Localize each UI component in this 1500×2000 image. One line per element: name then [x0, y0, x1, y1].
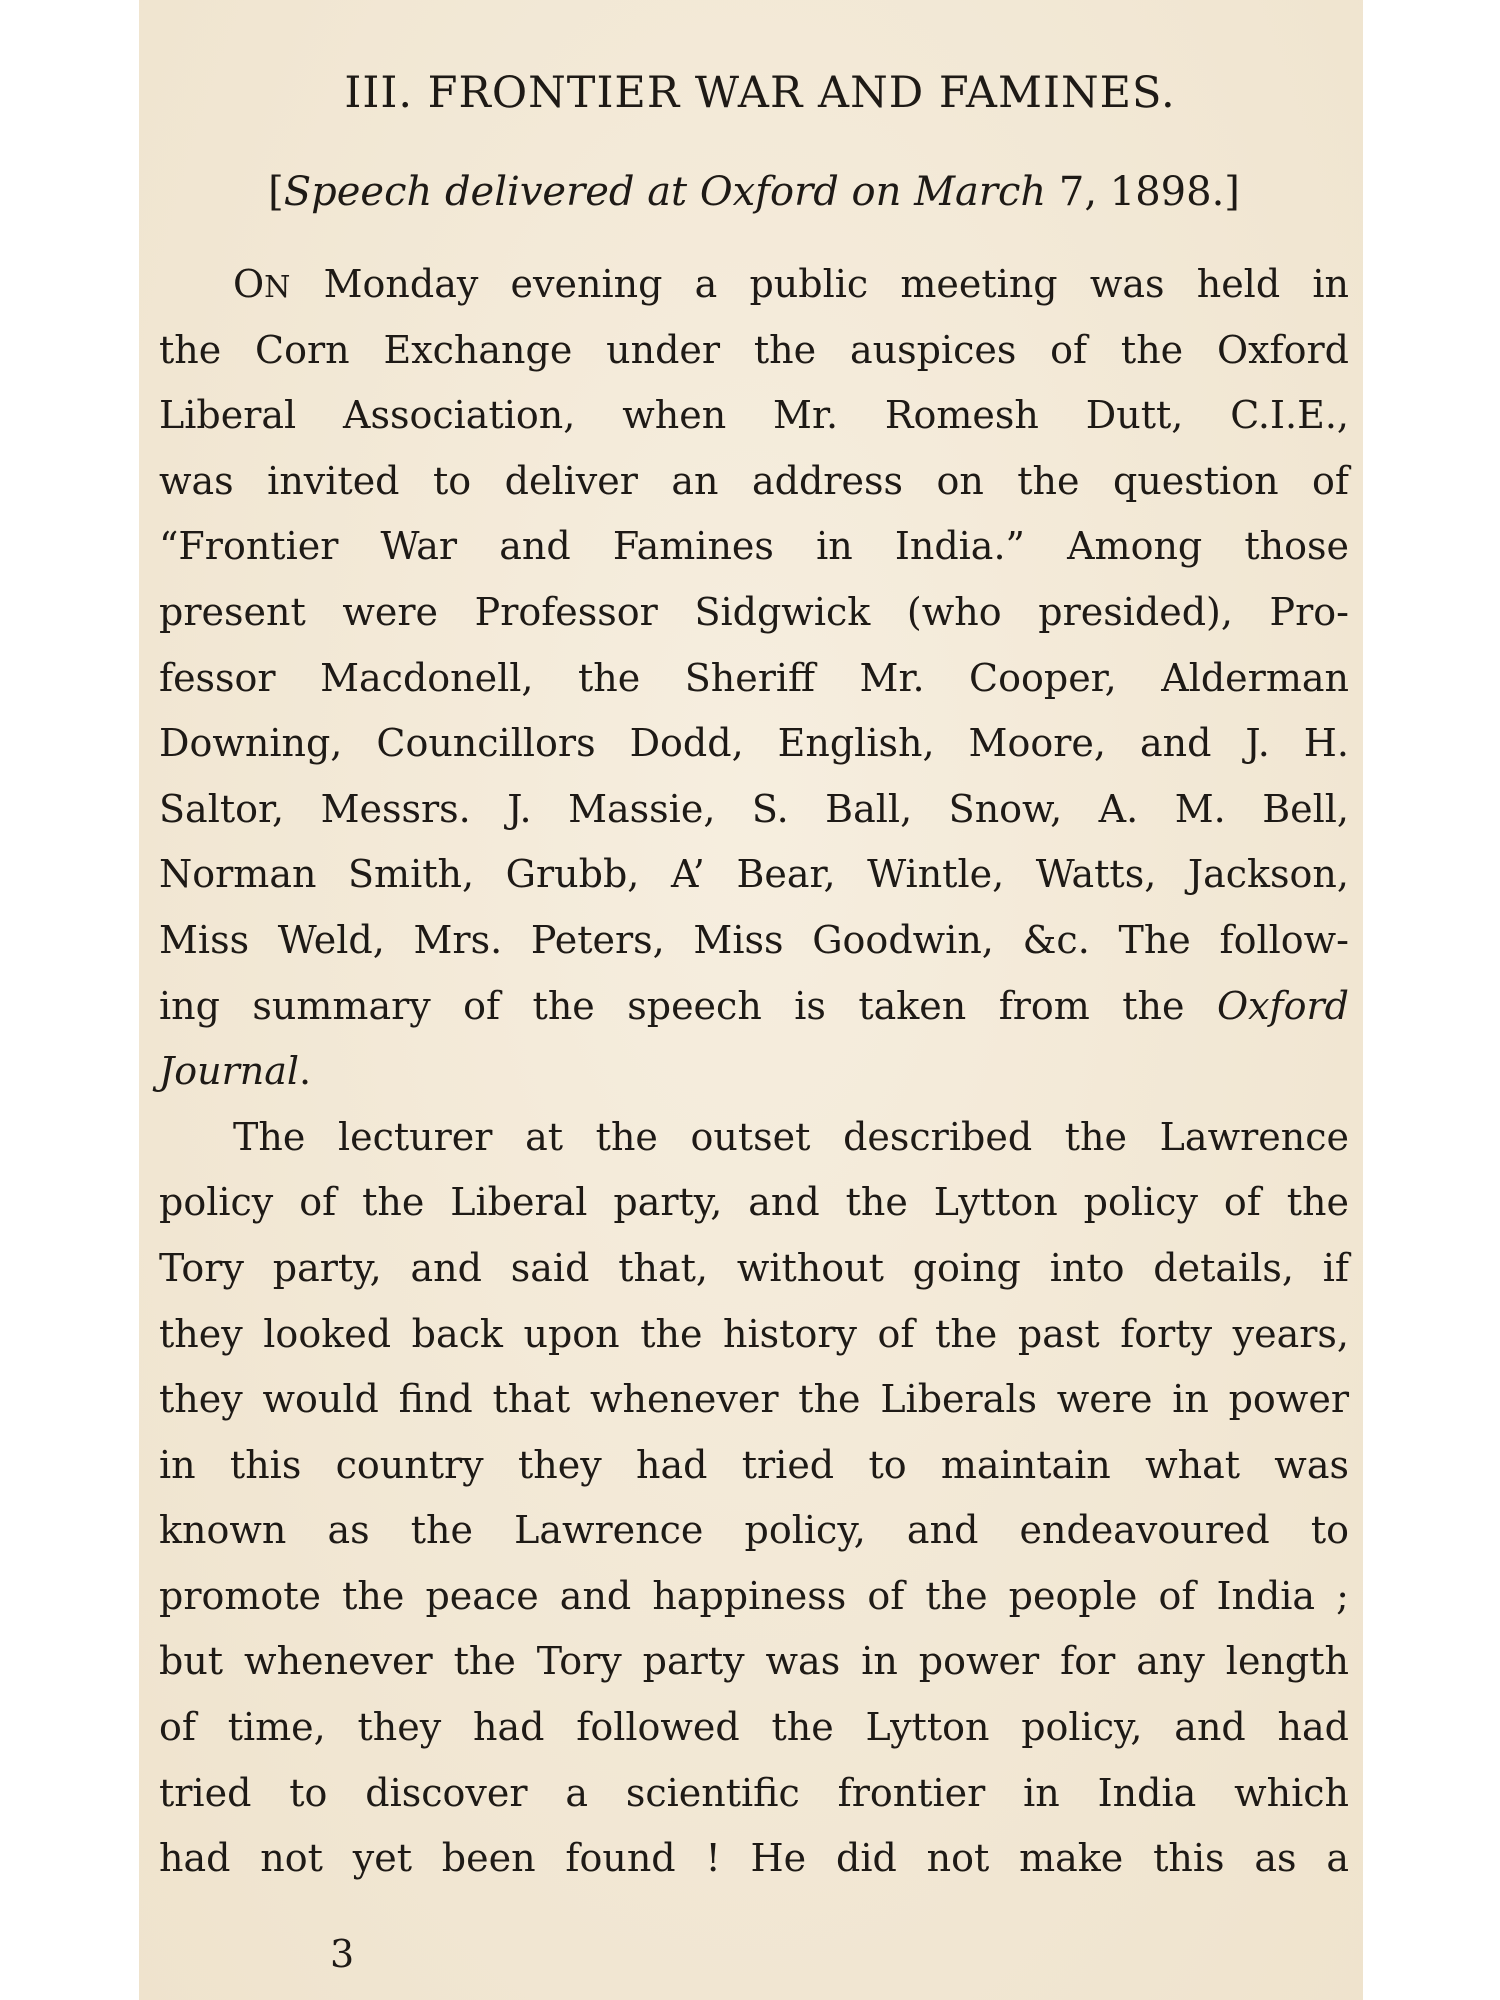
paragraph-2-line: Tory party, and said that, without going into details, if	[159, 1245, 1349, 1290]
source-journal: Journal	[159, 1049, 300, 1094]
subtitle-date: 7, 1898.]	[1046, 169, 1240, 215]
source-prefix: ing summary of the speech is taken from the	[159, 983, 1217, 1028]
paragraph-1-line: present were Professor Sidgwick (who presided), Pro-	[159, 589, 1349, 634]
paragraph-1-line: “Frontier War and Famines in India.” Among those	[159, 524, 1349, 569]
paragraph-2-line: in this country they had tried to maintain what was	[159, 1442, 1349, 1487]
dropcap-o: O	[233, 262, 265, 306]
page-number: 3	[330, 1932, 355, 1976]
paragraph-1-line-1	[159, 252, 1349, 318]
subtitle-italic: Speech delivered at Oxford on March	[283, 169, 1047, 215]
source-period: .	[299, 1049, 312, 1094]
paragraph-1-line-last	[159, 1039, 1349, 1105]
paragraph-2-line: promote the peace and happiness of the people of India ;	[159, 1573, 1349, 1618]
paragraph-2-line: known as the Lawrence policy, and endeavoured to	[159, 1508, 1349, 1553]
paragraph-2-line: had not yet been found ! He did not make this as a	[159, 1836, 1349, 1881]
paragraph-1-line: Norman Smith, Grubb, A’ Bear, Wintle, Watts, Jackson,	[159, 852, 1349, 897]
paragraph-2-line: policy of the Liberal party, and the Lytton policy of the	[159, 1180, 1349, 1225]
page-text	[159, 58, 1349, 1892]
paragraph-1-line: Downing, Councillors Dodd, English, Moore, and J. H.	[159, 721, 1349, 766]
paragraph-1-line: Miss Weld, Mrs. Peters, Miss Goodwin, &c. The follow-	[159, 917, 1349, 962]
paragraph-1-line: was invited to deliver an address on the question of	[159, 458, 1349, 503]
book-page	[139, 0, 1363, 2000]
dropcap-n: N	[264, 270, 292, 305]
paragraph-2-line: but whenever the Tory party was in power for any length	[159, 1639, 1349, 1684]
paragraph-1-line: Liberal Association, when Mr. Romesh Dutt, C.I.E.,	[159, 393, 1349, 438]
paragraph-2-line: of time, they had followed the Lytton policy, and had	[159, 1705, 1349, 1750]
paragraph-2-line: they would find that whenever the Liberals were in power	[159, 1377, 1349, 1422]
speech-subtitle	[159, 162, 1349, 222]
paragraph-1	[159, 252, 1349, 1105]
subtitle-open-bracket: [	[268, 169, 284, 215]
paragraph-1-line-source	[159, 974, 1349, 1040]
paragraph-1-line: Saltor, Messrs. J. Massie, S. Ball, Snow, A. M. Bell,	[159, 786, 1349, 831]
paragraph-2-line: The lecturer at the outset described the Lawrence	[233, 1114, 1349, 1159]
paragraph-2-line: tried to discover a scientific frontier in India which	[159, 1770, 1349, 1815]
paragraph-1-line: the Corn Exchange under the auspices of the Oxford	[159, 327, 1349, 372]
paragraph-1-line: fessor Macdonell, the Sheriff Mr. Cooper, Alderman	[159, 655, 1349, 700]
first-line-rest: Monday evening a public meeting was held in	[291, 262, 1349, 306]
chapter-title: III. FRONTIER WAR AND FAMINES.	[344, 68, 1176, 118]
source-oxford: Oxford	[1216, 983, 1349, 1028]
paragraph-2-line: they looked back upon the history of the past forty years,	[159, 1311, 1349, 1356]
paragraph-2	[159, 1105, 1349, 1892]
